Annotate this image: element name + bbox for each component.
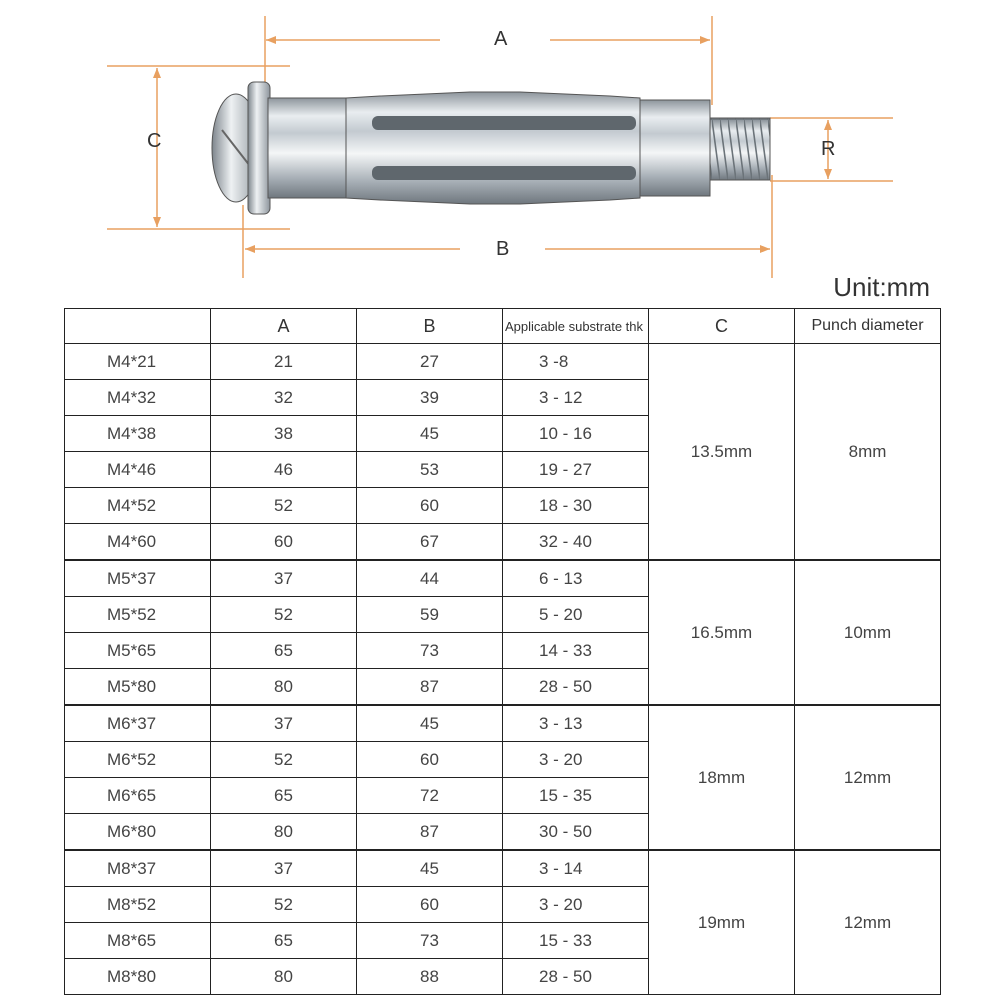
model-cell: M4*60	[65, 524, 211, 561]
b-cell: 67	[357, 524, 503, 561]
header-b: B	[357, 309, 503, 344]
model-cell: M8*65	[65, 923, 211, 959]
table-row	[65, 344, 941, 380]
c-cell: 19mm	[649, 850, 795, 995]
a-cell: 80	[211, 669, 357, 706]
b-cell: 88	[357, 959, 503, 995]
a-cell: 37	[211, 705, 357, 742]
a-cell: 32	[211, 380, 357, 416]
model-cell: M4*52	[65, 488, 211, 524]
model-cell: M5*37	[65, 560, 211, 597]
thickness-cell: 6 - 13	[503, 560, 649, 597]
model-cell: M6*65	[65, 778, 211, 814]
b-cell: 73	[357, 633, 503, 669]
b-cell: 87	[357, 814, 503, 851]
a-cell: 21	[211, 344, 357, 380]
punch-diameter-cell: 8mm	[795, 344, 941, 561]
a-cell: 60	[211, 524, 357, 561]
model-cell: M4*32	[65, 380, 211, 416]
a-cell: 46	[211, 452, 357, 488]
a-cell: 65	[211, 923, 357, 959]
a-cell: 37	[211, 560, 357, 597]
c-cell: 18mm	[649, 705, 795, 850]
a-cell: 38	[211, 416, 357, 452]
hollow-wall-anchor-illustration	[212, 82, 770, 214]
c-cell: 13.5mm	[649, 344, 795, 561]
thickness-cell: 3 - 13	[503, 705, 649, 742]
a-cell: 52	[211, 887, 357, 923]
b-cell: 45	[357, 705, 503, 742]
spec-table	[64, 308, 941, 995]
model-cell: M8*52	[65, 887, 211, 923]
b-cell: 59	[357, 597, 503, 633]
thickness-cell: 15 - 35	[503, 778, 649, 814]
unit-label: Unit:mm	[833, 272, 930, 302]
a-cell: 37	[211, 850, 357, 887]
header-punch-diameter: Punch diameter	[795, 309, 941, 344]
model-cell: M5*80	[65, 669, 211, 706]
model-cell: M4*21	[65, 344, 211, 380]
thickness-cell: 5 - 20	[503, 597, 649, 633]
dimension-label-b: B	[496, 238, 510, 260]
thickness-cell: 15 - 33	[503, 923, 649, 959]
a-cell: 52	[211, 742, 357, 778]
a-cell: 65	[211, 778, 357, 814]
header-a: A	[211, 309, 357, 344]
model-cell: M4*46	[65, 452, 211, 488]
a-cell: 65	[211, 633, 357, 669]
header-model	[65, 309, 211, 344]
b-cell: 87	[357, 669, 503, 706]
dimension-label-a: A	[494, 28, 508, 50]
thickness-cell: 3 - 14	[503, 850, 649, 887]
dimension-label-r: R	[821, 138, 836, 160]
b-cell: 60	[357, 742, 503, 778]
model-cell: M6*52	[65, 742, 211, 778]
b-cell: 44	[357, 560, 503, 597]
a-cell: 80	[211, 959, 357, 995]
b-cell: 72	[357, 778, 503, 814]
thickness-cell: 30 - 50	[503, 814, 649, 851]
model-cell: M5*52	[65, 597, 211, 633]
b-cell: 39	[357, 380, 503, 416]
thickness-cell: 10 - 16	[503, 416, 649, 452]
b-cell: 60	[357, 887, 503, 923]
b-cell: 27	[357, 344, 503, 380]
thickness-cell: 18 - 30	[503, 488, 649, 524]
c-cell: 16.5mm	[649, 560, 795, 705]
thickness-cell: 3 - 20	[503, 887, 649, 923]
thickness-cell: 3 - 20	[503, 742, 649, 778]
table-header-row	[65, 309, 941, 344]
model-cell: M6*37	[65, 705, 211, 742]
table-body	[65, 344, 941, 995]
thickness-cell: 3 - 12	[503, 380, 649, 416]
table-row	[65, 850, 941, 887]
model-cell: M4*38	[65, 416, 211, 452]
thickness-cell: 19 - 27	[503, 452, 649, 488]
model-cell: M5*65	[65, 633, 211, 669]
model-cell: M8*37	[65, 850, 211, 887]
b-cell: 45	[357, 850, 503, 887]
thickness-cell: 28 - 50	[503, 959, 649, 995]
table-row	[65, 560, 941, 597]
a-cell: 52	[211, 488, 357, 524]
a-cell: 80	[211, 814, 357, 851]
model-cell: M6*80	[65, 814, 211, 851]
punch-diameter-cell: 12mm	[795, 705, 941, 850]
a-cell: 52	[211, 597, 357, 633]
b-cell: 45	[357, 416, 503, 452]
header-c: C	[649, 309, 795, 344]
b-cell: 53	[357, 452, 503, 488]
b-cell: 60	[357, 488, 503, 524]
thickness-cell: 3 -8	[503, 344, 649, 380]
b-cell: 73	[357, 923, 503, 959]
thickness-cell: 28 - 50	[503, 669, 649, 706]
dimension-label-c: C	[147, 130, 162, 152]
thickness-cell: 14 - 33	[503, 633, 649, 669]
model-cell: M8*80	[65, 959, 211, 995]
header-substrate-thickness: Applicable substrate thk	[503, 309, 649, 344]
table-row	[65, 705, 941, 742]
punch-diameter-cell: 12mm	[795, 850, 941, 995]
thickness-cell: 32 - 40	[503, 524, 649, 561]
punch-diameter-cell: 10mm	[795, 560, 941, 705]
